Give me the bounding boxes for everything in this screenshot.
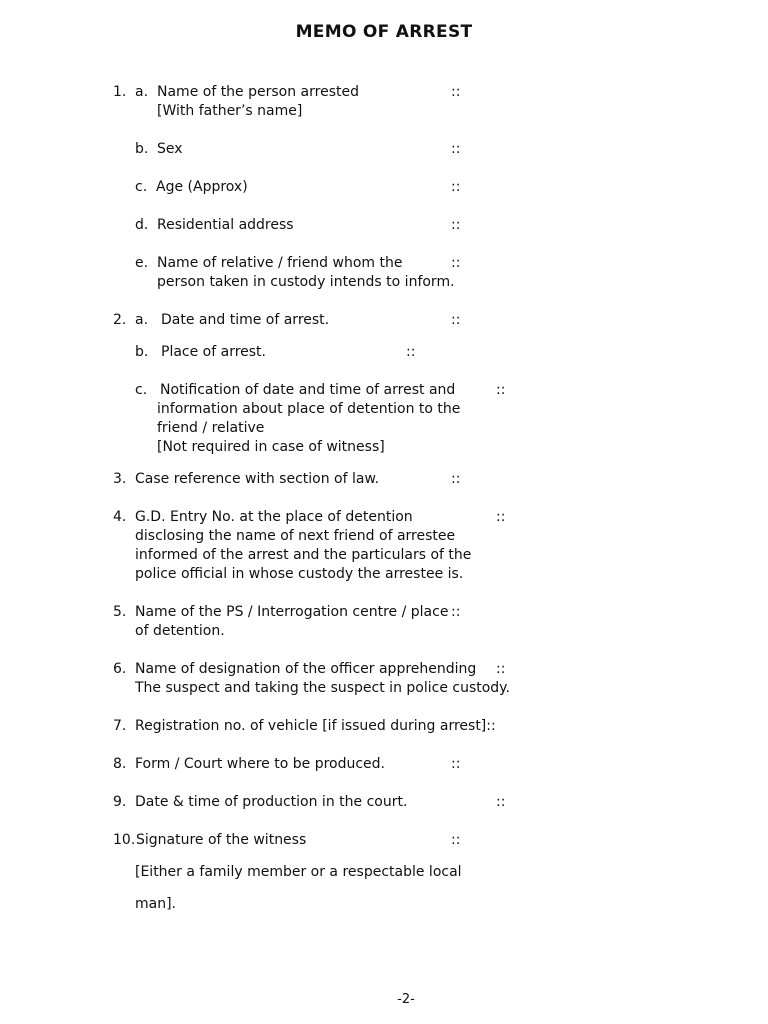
item-5-label: Name of the PS / Interrogation centre / place [135, 604, 449, 620]
item-1d-separator: :: [451, 217, 461, 233]
item-10-note: [Either a family member or a respectable local [135, 864, 462, 880]
item-5-separator: :: [451, 604, 461, 620]
item-1d-letter: d. [135, 217, 149, 233]
item-10-note-cont: man]. [135, 896, 177, 912]
item-1a-label-cont: [With father’s name] [157, 103, 303, 119]
item-1b-letter: b. [135, 141, 149, 157]
item-1b-separator: :: [451, 141, 461, 157]
item-1e-letter: e. [135, 255, 149, 271]
item-1e-label: Name of relative / friend whom the [157, 255, 403, 271]
item-number-8: 8. [113, 756, 127, 772]
item-2b-letter: b. [135, 344, 149, 360]
item-4-label: G.D. Entry No. at the place of detention [135, 509, 413, 525]
item-number-9: 9. [113, 794, 127, 810]
item-number-3: 3. [113, 471, 127, 487]
item-number-1: 1. [113, 84, 127, 100]
item-number-4: 4. [113, 509, 127, 525]
item-number-6: 6. [113, 661, 127, 677]
item-9-label: Date & time of production in the court. [135, 794, 408, 810]
item-2b-label: Place of arrest. [161, 344, 266, 360]
item-1e-label-cont: person taken in custody intends to inform. [157, 274, 455, 290]
item-1c-letter: c. [135, 179, 148, 195]
item-3-separator: :: [451, 471, 461, 487]
page-number: -2- [397, 992, 415, 1007]
item-1a-separator: :: [451, 84, 461, 100]
item-2a-separator: :: [451, 312, 461, 328]
item-9-separator: :: [496, 794, 506, 810]
item-number-7: 7. [113, 718, 127, 734]
item-8-label: Form / Court where to be produced. [135, 756, 386, 772]
item-10-separator: :: [451, 832, 461, 848]
item-2c-letter: c. [135, 382, 148, 398]
item-1d-label: Residential address [157, 217, 294, 233]
item-6-label-cont: The suspect and taking the suspect in police custody. [135, 680, 510, 696]
item-1c-label: Age (Approx) [156, 179, 248, 195]
item-6-label: Name of designation of the officer apprehending [135, 661, 477, 677]
item-2c-label-cont-2: friend / relative [157, 420, 265, 436]
item-1b-label: Sex [157, 141, 183, 157]
page-title: MEMO OF ARREST [295, 22, 473, 42]
item-4-separator: :: [496, 509, 506, 525]
item-2c-label: Notification of date and time of arrest and [160, 382, 456, 398]
item-1a-letter: a. [135, 84, 149, 100]
item-number-5: 5. [113, 604, 127, 620]
item-2c-label-cont-3: [Not required in case of witness] [157, 439, 385, 455]
item-6-separator: :: [496, 661, 506, 677]
item-2a-label: Date and time of arrest. [161, 312, 330, 328]
item-4-label-cont-1: disclosing the name of next friend of arrestee [135, 528, 456, 544]
item-2b-separator: :: [406, 344, 416, 360]
item-10-label: Signature of the witness [136, 832, 307, 848]
item-1a-label: Name of the person arrested [157, 84, 359, 100]
item-number-10: 10. [113, 832, 136, 848]
item-2a-letter: a. [135, 312, 149, 328]
item-8-separator: :: [451, 756, 461, 772]
item-2c-label-cont-1: information about place of detention to the [157, 401, 461, 417]
item-1e-separator: :: [451, 255, 461, 271]
item-2c-separator: :: [496, 382, 506, 398]
item-7-label: Registration no. of vehicle [if issued during arrest]:: [135, 718, 496, 734]
item-3-label: Case reference with section of law. [135, 471, 380, 487]
item-number-2: 2. [113, 312, 127, 328]
item-4-label-cont-3: police official in whose custody the arrestee is. [135, 566, 464, 582]
item-4-label-cont-2: informed of the arrest and the particulars of the [135, 547, 472, 563]
item-1c-separator: :: [451, 179, 461, 195]
item-5-label-cont: of detention. [135, 623, 225, 639]
